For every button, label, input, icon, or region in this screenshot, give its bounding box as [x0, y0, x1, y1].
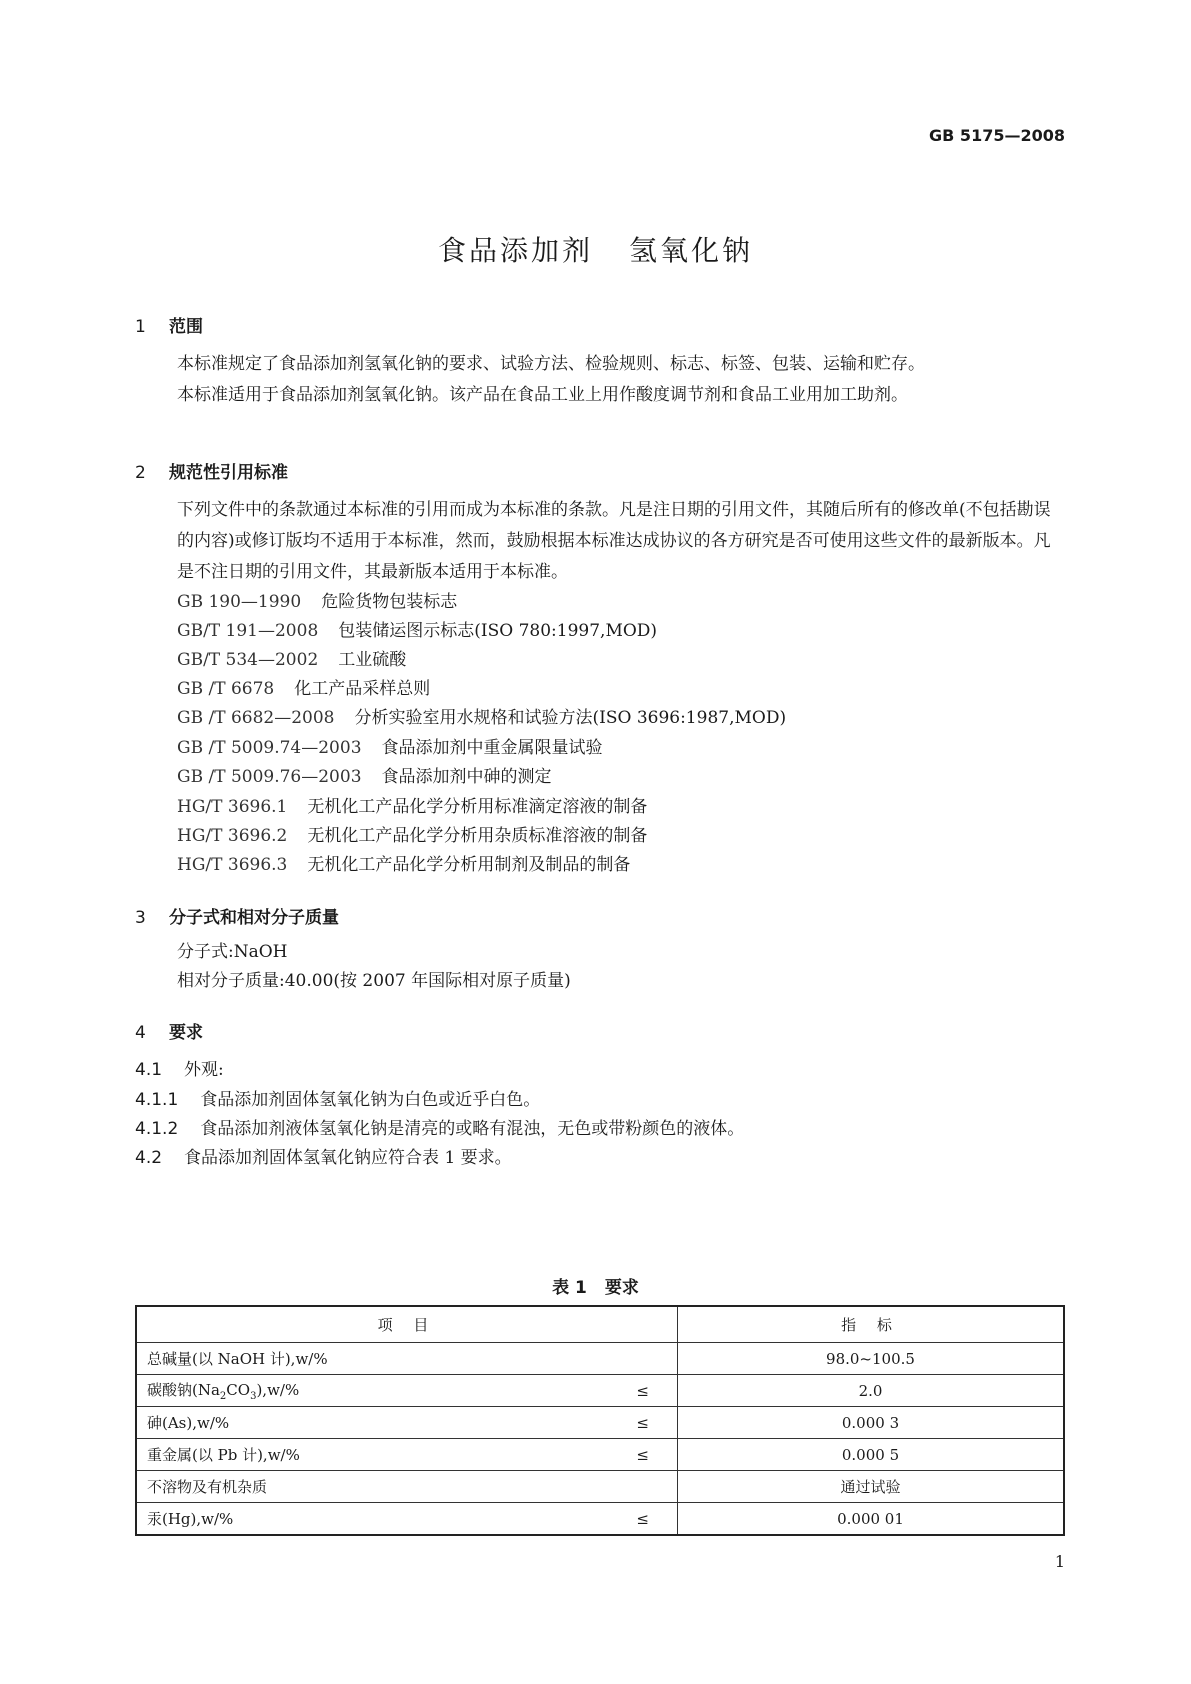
section-number: 1: [135, 317, 146, 337]
row-value: 98.0~100.5: [678, 1343, 1065, 1375]
table-row: [136, 1375, 1064, 1407]
ref-title: 分析实验室用水规格和试验方法(ISO 3696:1987,MOD): [354, 708, 787, 728]
item-text: ),w/%: [256, 1381, 300, 1399]
ref-title: 食品添加剂中砷的测定: [381, 767, 552, 787]
ref-code: HG/T 3696.2: [177, 826, 288, 846]
clause-number: 4.2: [135, 1148, 163, 1168]
table-row: [136, 1503, 1064, 1536]
paragraph: 本标准适用于食品添加剂氢氧化钠。该产品在食品工业上用作酸度调节剂和食品工业用加工助剂。: [177, 385, 908, 405]
ref-code: GB 190—1990: [177, 592, 302, 612]
section-1-body: [135, 349, 1065, 411]
clause-number: 4.1: [135, 1060, 163, 1080]
item-text: 砷(As),w/%: [147, 1414, 230, 1432]
paragraph: 本标准规定了食品添加剂氢氧化钠的要求、试验方法、检验规则、标志、标签、包装、运输和贮存。: [177, 354, 925, 374]
header-index: 指 标: [678, 1306, 1065, 1343]
table-title: 要求: [604, 1278, 639, 1298]
ref-title: 工业硫酸: [338, 650, 407, 670]
clause-4-2: [135, 1143, 512, 1168]
normative-reference: [177, 825, 647, 847]
clause-text: 食品添加剂固体氢氧化钠为白色或近乎白色。: [200, 1090, 541, 1110]
row-item: [136, 1407, 678, 1439]
section-number: 4: [135, 1023, 146, 1043]
row-value: 2.0: [678, 1375, 1065, 1407]
section-2-heading: [135, 458, 288, 483]
row-item: 不溶物及有机杂质: [136, 1471, 678, 1503]
normative-reference: [177, 591, 457, 613]
normative-reference: [177, 707, 786, 729]
ref-title: 无机化工产品化学分析用制剂及制品的制备: [307, 855, 631, 875]
ref-code: HG/T 3696.3: [177, 855, 288, 875]
normative-reference: [177, 649, 406, 671]
ref-code: GB /T 6678: [177, 679, 275, 699]
less-equal-sign: ≤: [636, 1509, 649, 1528]
item-text: 重金属(以 Pb 计),w/%: [147, 1446, 300, 1464]
ref-code: GB /T 5009.76—2003: [177, 767, 362, 787]
item-text: 碳酸钠(Na: [147, 1381, 220, 1399]
document-title: [0, 229, 1191, 269]
title-part-1: 食品添加剂: [437, 234, 593, 267]
clause-text: 外观:: [184, 1060, 224, 1080]
row-item: 总碱量(以 NaOH 计),w/%: [136, 1343, 678, 1375]
section-number: 3: [135, 908, 146, 928]
normative-reference: [177, 620, 657, 642]
section-title: 范围: [169, 317, 203, 337]
table-row: [136, 1343, 1064, 1375]
ref-code: GB /T 5009.74—2003: [177, 738, 362, 758]
section-title: 规范性引用标准: [169, 463, 288, 483]
ref-title: 危险货物包装标志: [321, 592, 458, 612]
row-value: 0.000 3: [678, 1407, 1065, 1439]
standard-code: GB 5175—2008: [929, 126, 1065, 145]
ref-title: 食品添加剂中重金属限量试验: [381, 738, 603, 758]
clause-text: 食品添加剂液体氢氧化钠是清亮的或略有混浊，无色或带粉颜色的液体。: [200, 1119, 745, 1139]
table-row: [136, 1407, 1064, 1439]
normative-reference: [177, 796, 647, 818]
molecular-mass: 相对分子质量:40.00(按 2007 年国际相对原子质量): [177, 971, 571, 991]
less-equal-sign: ≤: [636, 1413, 649, 1432]
row-value: 0.000 5: [678, 1439, 1065, 1471]
ref-title: 无机化工产品化学分析用杂质标准溶液的制备: [307, 826, 648, 846]
row-value: 0.000 01: [678, 1503, 1065, 1536]
clause-number: 4.1.1: [135, 1090, 179, 1110]
clause-text: 食品添加剂固体氢氧化钠应符合表 1 要求。: [184, 1148, 512, 1168]
table-header-row: [136, 1306, 1064, 1343]
requirements-table: [135, 1305, 1065, 1536]
table-number: 表 1: [552, 1278, 587, 1298]
section-2-body: [135, 495, 1065, 588]
item-text: 汞(Hg),w/%: [147, 1510, 234, 1528]
table-row: [136, 1471, 1064, 1503]
less-equal-sign: ≤: [636, 1445, 649, 1464]
clause-4-1: [135, 1055, 224, 1080]
row-value: 通过试验: [678, 1471, 1065, 1503]
section-4-heading: [135, 1018, 203, 1043]
less-equal-sign: ≤: [636, 1381, 649, 1400]
ref-title: 无机化工产品化学分析用标准滴定溶液的制备: [307, 797, 648, 817]
normative-reference: [177, 766, 552, 788]
clause-4-1-1: [135, 1085, 540, 1110]
ref-code: HG/T 3696.1: [177, 797, 288, 817]
row-item: [136, 1375, 678, 1407]
table-row: [136, 1439, 1064, 1471]
subscript: 2: [219, 1391, 227, 1402]
section-1-heading: [135, 312, 203, 337]
clause-4-1-2: [135, 1114, 744, 1139]
ref-code: GB/T 534—2002: [177, 650, 319, 670]
section-number: 2: [135, 463, 146, 483]
row-item: [136, 1439, 678, 1471]
ref-code: GB /T 6682—2008: [177, 708, 335, 728]
ref-title: 化工产品采样总则: [294, 679, 431, 699]
title-part-2: 氢氧化钠: [629, 234, 754, 267]
ref-title: 包装储运图示标志(ISO 780:1997,MOD): [338, 621, 658, 641]
page-number: 1: [1054, 1552, 1065, 1571]
clause-number: 4.1.2: [135, 1119, 179, 1139]
row-item: [136, 1503, 678, 1536]
header-item: 项 目: [136, 1306, 678, 1343]
subscript: 3: [250, 1391, 257, 1402]
normative-reference: [177, 678, 430, 700]
table-caption: [0, 1273, 1191, 1298]
ref-code: GB/T 191—2008: [177, 621, 319, 641]
paragraph: 下列文件中的条款通过本标准的引用而成为本标准的条款。凡是注日期的引用文件，其随后所有的修改单(不包括勘误的内容)或修订版均不适用于本标准，然而，鼓励根据本标准达成协议的各方研究是否可使用这些文件的最新版本。凡是不注日期的引用文件，其最新版本适用于本标准。: [177, 500, 1051, 582]
section-title: 要求: [169, 1023, 203, 1043]
item-text: CO: [226, 1381, 251, 1399]
normative-reference: [177, 737, 603, 759]
normative-reference: [177, 854, 630, 876]
molecular-formula: 分子式:NaOH: [177, 942, 288, 962]
section-title: 分子式和相对分子质量: [169, 908, 339, 928]
section-3-heading: [135, 903, 339, 928]
